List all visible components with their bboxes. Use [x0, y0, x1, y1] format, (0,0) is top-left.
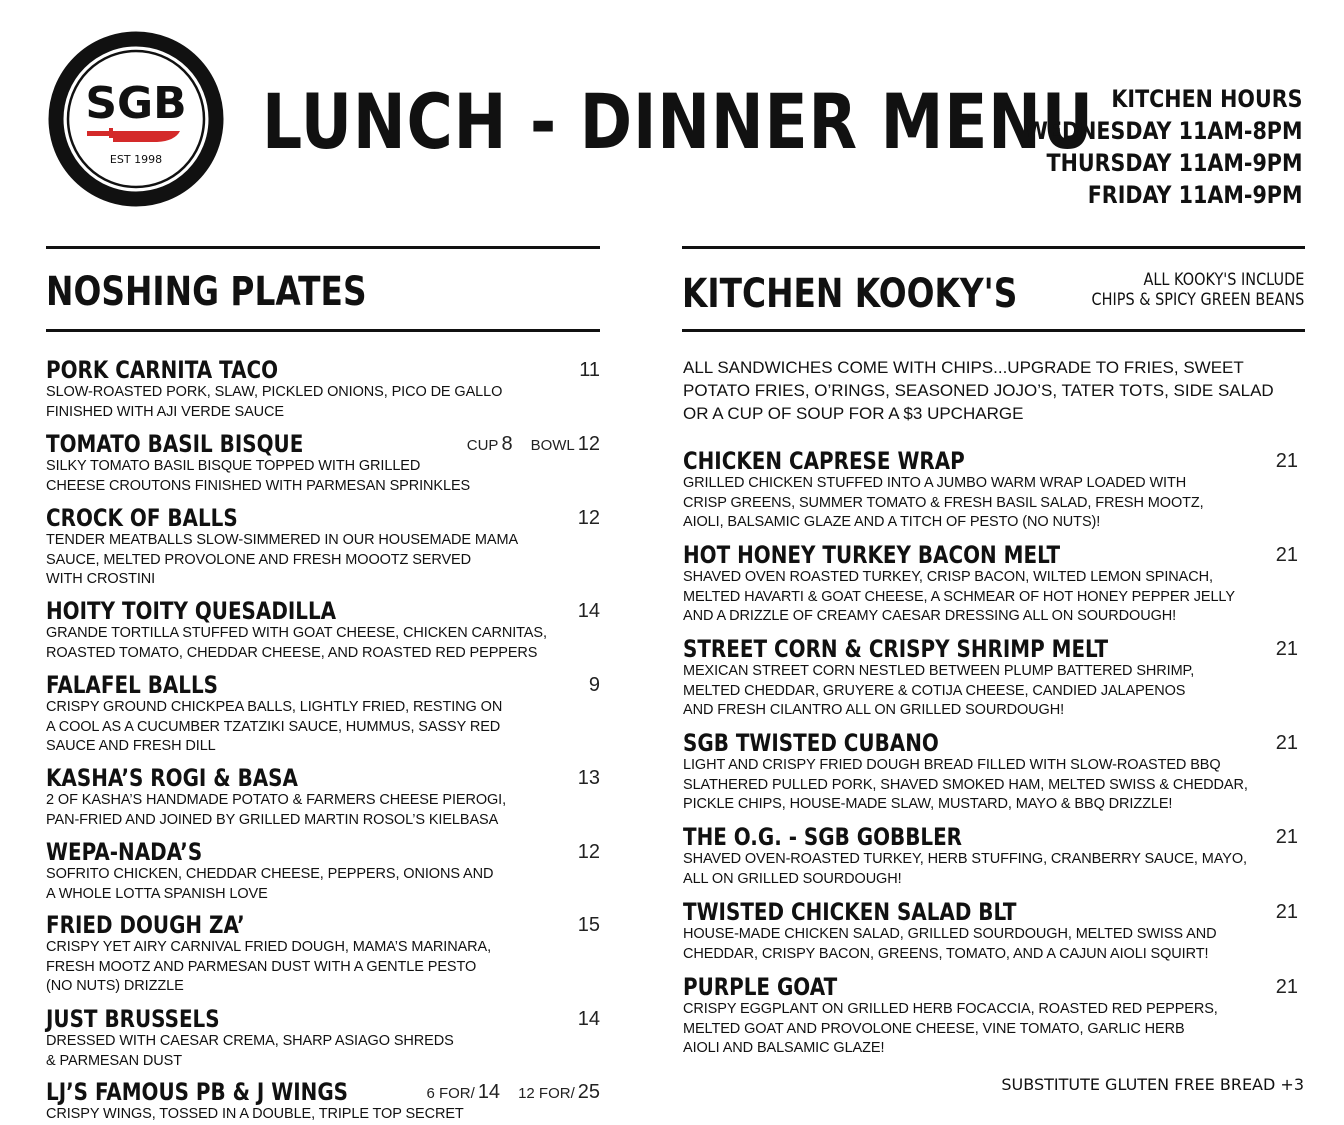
item-desc: & PARMESAN DUST	[46, 1052, 183, 1069]
item-desc: CRISPY YET AIRY CARNIVAL FRIED DOUGH, MAMA’S MARINARA,	[46, 939, 492, 955]
item-desc: CHEDDAR, CRISPY BACON, GREENS, TOMATO, AND A CAJUN AIOLI SQUIRT!	[683, 945, 1209, 962]
item-desc: TENDER MEATBALLS SLOW-SIMMERED IN OUR HOUSEMADE MAMA	[46, 532, 519, 548]
kitchen-hours	[980, 83, 1302, 211]
substitute-label: SUBSTITUTE GLUTEN FREE BREAD	[1001, 1075, 1276, 1094]
item-desc: DRESSED WITH CAESAR CREMA, SHARP ASIAGO SHREDS	[46, 1033, 454, 1049]
menu-item	[46, 765, 600, 830]
menu-item	[46, 1079, 600, 1125]
item-desc: MELTED CHEDDAR, GRUYERE & COTIJA CHEESE, CANDIED JALAPENOS	[683, 682, 1186, 699]
item-price: 9	[588, 674, 600, 696]
hours-heading: KITCHEN HOURS	[1110, 85, 1302, 113]
menu-item	[46, 431, 600, 496]
hours-line: FRIDAY 11AM-9PM	[1087, 181, 1302, 209]
item-desc: (NO NUTS) DRIZZLE	[46, 978, 184, 994]
item-name: JUST BRUSSELS	[46, 1005, 220, 1033]
intro-line: ALL SANDWICHES COME WITH CHIPS...UPGRADE TO FRIES, SWEET	[683, 358, 1244, 377]
kooky-note	[1054, 270, 1304, 310]
item-name: PURPLE GOAT	[683, 973, 838, 1001]
logo-text: SGB	[85, 78, 187, 129]
item-price: 13	[577, 767, 600, 789]
item-name: LJ’S FAMOUS PB & J WINGS	[46, 1078, 349, 1106]
price-6: 14	[477, 1081, 501, 1103]
item-name: PORK CARNITA TACO	[46, 356, 279, 384]
item-desc: CRISPY EGGPLANT ON GRILLED HERB FOCACCIA, ROASTED RED PEPPERS,	[683, 1001, 1218, 1017]
item-desc: MELTED HAVARTI & GOAT CHEESE, A SCHMEAR OF HOT HONEY PEPPER JELLY	[683, 588, 1235, 605]
item-price: 21	[1275, 976, 1298, 998]
price-cup: 8	[501, 433, 513, 455]
menu-item	[683, 730, 1298, 815]
item-desc: PAN-FRIED AND JOINED BY GRILLED MARTIN ROSOL’S KIELBASA	[46, 811, 499, 828]
item-desc: HOUSE-MADE CHICKEN SALAD, GRILLED SOURDOUGH, MELTED SWISS AND	[683, 926, 1217, 942]
item-desc: MEXICAN STREET CORN NESTLED BETWEEN PLUMP BATTERED SHRIMP,	[683, 663, 1195, 679]
item-price: 14	[577, 1008, 600, 1030]
menu-item	[46, 839, 600, 904]
price-label-6: 6 FOR/	[426, 1085, 475, 1102]
divider	[46, 329, 600, 332]
item-name: WEPA-NADA’S	[46, 838, 203, 866]
item-desc: SHAVED OVEN ROASTED TURKEY, CRISP BACON, WILTED LEMON SPINACH,	[683, 569, 1213, 585]
page-title: LUNCH - DINNER MENU	[262, 77, 1094, 166]
price-bowl: 12	[577, 433, 600, 455]
menu-item	[46, 672, 600, 757]
item-name: HOT HONEY TURKEY BACON MELT	[683, 541, 1061, 569]
sgb-logo	[47, 30, 225, 208]
item-desc: AND FRESH CILANTRO ALL ON GRILLED SOURDOUGH!	[683, 702, 1064, 718]
item-desc: ROASTED TOMATO, CHEDDAR CHEESE, AND ROASTED RED PEPPERS	[46, 644, 538, 661]
item-name: FALAFEL BALLS	[46, 671, 219, 699]
divider	[682, 246, 1305, 249]
item-desc: SAUCE, MELTED PROVOLONE AND FRESH MOOOTZ SERVED	[46, 551, 472, 568]
knife-icon	[87, 128, 180, 142]
price-label-12: 12 FOR/	[518, 1085, 575, 1102]
item-desc: WITH CROSTINI	[46, 571, 156, 587]
hours-line: THURSDAY 11AM-9PM	[1046, 149, 1302, 177]
item-desc: CRISP GREENS, SUMMER TOMATO & FRESH BASIL SALAD, FRESH MOOTZ,	[683, 494, 1204, 511]
menu-item	[46, 1006, 600, 1071]
menu-item	[683, 636, 1298, 721]
item-desc: SAUCE AND FRESH DILL	[46, 738, 216, 754]
item-desc: A COOL AS A CUCUMBER TZATZIKI SAUCE, HUMMUS, SASSY RED	[46, 718, 501, 735]
item-price: 14	[577, 600, 600, 622]
item-desc: AIOLI AND BALSAMIC GLAZE!	[683, 1040, 885, 1056]
item-price: 12	[577, 507, 600, 529]
item-price: 21	[1275, 826, 1298, 848]
intro-line: POTATO FRIES, O’RINGS, SEASONED JOJO’S, TATER TOTS, SIDE SALAD	[683, 381, 1274, 400]
item-desc: SLOW-ROASTED PORK, SLAW, PICKLED ONIONS, PICO DE GALLO	[46, 384, 503, 400]
substitute-price: +3	[1280, 1075, 1304, 1094]
substitute-note	[1001, 1075, 1304, 1094]
menu-item	[46, 912, 600, 997]
item-desc: AND A DRIZZLE OF CREAMY CAESAR DRESSING ALL ON SOURDOUGH!	[683, 608, 1177, 624]
item-name: KASHA’S ROGI & BASA	[46, 764, 298, 792]
kooky-intro	[683, 356, 1303, 425]
item-name: CHICKEN CAPRESE WRAP	[683, 447, 965, 475]
item-desc: 2 OF KASHA’S HANDMADE POTATO & FARMERS CHEESE PIEROGI,	[46, 792, 507, 808]
item-price-options	[426, 1081, 600, 1105]
item-desc: CRISPY WINGS, TOSSED IN A DOUBLE, TRIPLE TOP SECRET	[46, 1106, 464, 1122]
item-price-options	[467, 433, 600, 457]
item-desc: SHAVED OVEN-ROASTED TURKEY, HERB STUFFING, CRANBERRY SAUCE, MAYO,	[683, 851, 1247, 867]
item-desc: PICKLE CHIPS, HOUSE-MADE SLAW, MUSTARD, MAYO & BBQ DRIZZLE!	[683, 796, 1173, 812]
divider	[46, 246, 600, 249]
menu-item	[46, 505, 600, 590]
item-desc: FINISHED WITH AJI VERDE SAUCE	[46, 403, 284, 420]
hours-line: WEDNESDAY 11AM-8PM	[1024, 117, 1302, 145]
item-name: SGB TWISTED CUBANO	[683, 729, 939, 757]
price-12: 25	[577, 1081, 600, 1103]
section-title-noshing: NOSHING PLATES	[46, 269, 367, 315]
item-name: HOITY TOITY QUESADILLA	[46, 597, 337, 625]
item-price: 11	[579, 359, 600, 381]
menu-item	[683, 899, 1298, 964]
menu-item	[683, 824, 1298, 889]
item-price: 15	[577, 914, 600, 936]
item-desc: GRANDE TORTILLA STUFFED WITH GOAT CHEESE, CHICKEN CARNITAS,	[46, 625, 547, 641]
item-price: 21	[1275, 544, 1298, 566]
item-desc: ALL ON GRILLED SOURDOUGH!	[683, 870, 902, 887]
item-desc: CRISPY GROUND CHICKPEA BALLS, LIGHTLY FRIED, RESTING ON	[46, 699, 503, 715]
item-price: 21	[1275, 450, 1298, 472]
item-desc: A WHOLE LOTTA SPANISH LOVE	[46, 885, 268, 902]
item-price: 21	[1275, 732, 1298, 754]
item-desc: SILKY TOMATO BASIL BISQUE TOPPED WITH GRILLED	[46, 458, 421, 474]
section-title-kooky: KITCHEN KOOKY'S	[682, 271, 1018, 317]
menu-item	[46, 598, 600, 663]
menu-item	[683, 542, 1298, 627]
item-price: 12	[577, 841, 600, 863]
item-price: 21	[1275, 901, 1298, 923]
item-name: STREET CORN & CRISPY SHRIMP MELT	[683, 635, 1109, 663]
menu-item	[683, 974, 1298, 1059]
item-name: TOMATO BASIL BISQUE	[46, 430, 304, 458]
price-label-bowl: BOWL	[530, 437, 575, 454]
item-name: FRIED DOUGH ZA’	[46, 911, 245, 939]
item-desc: LIGHT AND CRISPY FRIED DOUGH BREAD FILLED WITH SLOW-ROASTED BBQ	[683, 757, 1221, 773]
divider	[682, 329, 1305, 332]
menu-item	[46, 357, 600, 422]
intro-line: OR A CUP OF SOUP FOR A $3 UPCHARGE	[683, 404, 1024, 423]
item-desc: SLATHERED PULLED PORK, SHAVED SMOKED HAM, MELTED SWISS & CHEDDAR,	[683, 776, 1248, 793]
item-desc: FRESH MOOTZ AND PARMESAN DUST WITH A GENTLE PESTO	[46, 958, 477, 975]
kooky-note-line: CHIPS & SPICY GREEN BEANS	[1091, 290, 1304, 310]
logo-est: EST 1998	[109, 153, 163, 166]
price-label-cup: CUP	[466, 437, 499, 454]
item-desc: CHEESE CROUTONS FINISHED WITH PARMESAN SPRINKLES	[46, 477, 471, 494]
item-name: TWISTED CHICKEN SALAD BLT	[683, 898, 1017, 926]
item-desc: MELTED GOAT AND PROVOLONE CHEESE, VINE TOMATO, GARLIC HERB	[683, 1020, 1185, 1037]
item-price: 21	[1275, 638, 1298, 660]
item-name: CROCK OF BALLS	[46, 504, 238, 532]
kooky-note-line: ALL KOOKY'S INCLUDE	[1143, 270, 1304, 290]
item-desc: AIOLI, BALSAMIC GLAZE AND A TITCH OF PESTO (NO NUTS)!	[683, 514, 1101, 530]
item-desc: SOFRITO CHICKEN, CHEDDAR CHEESE, PEPPERS, ONIONS AND	[46, 866, 494, 882]
item-name: THE O.G. - SGB GOBBLER	[683, 823, 963, 851]
menu-item	[683, 448, 1298, 533]
item-desc: GRILLED CHICKEN STUFFED INTO A JUMBO WARM WRAP LOADED WITH	[683, 475, 1187, 491]
